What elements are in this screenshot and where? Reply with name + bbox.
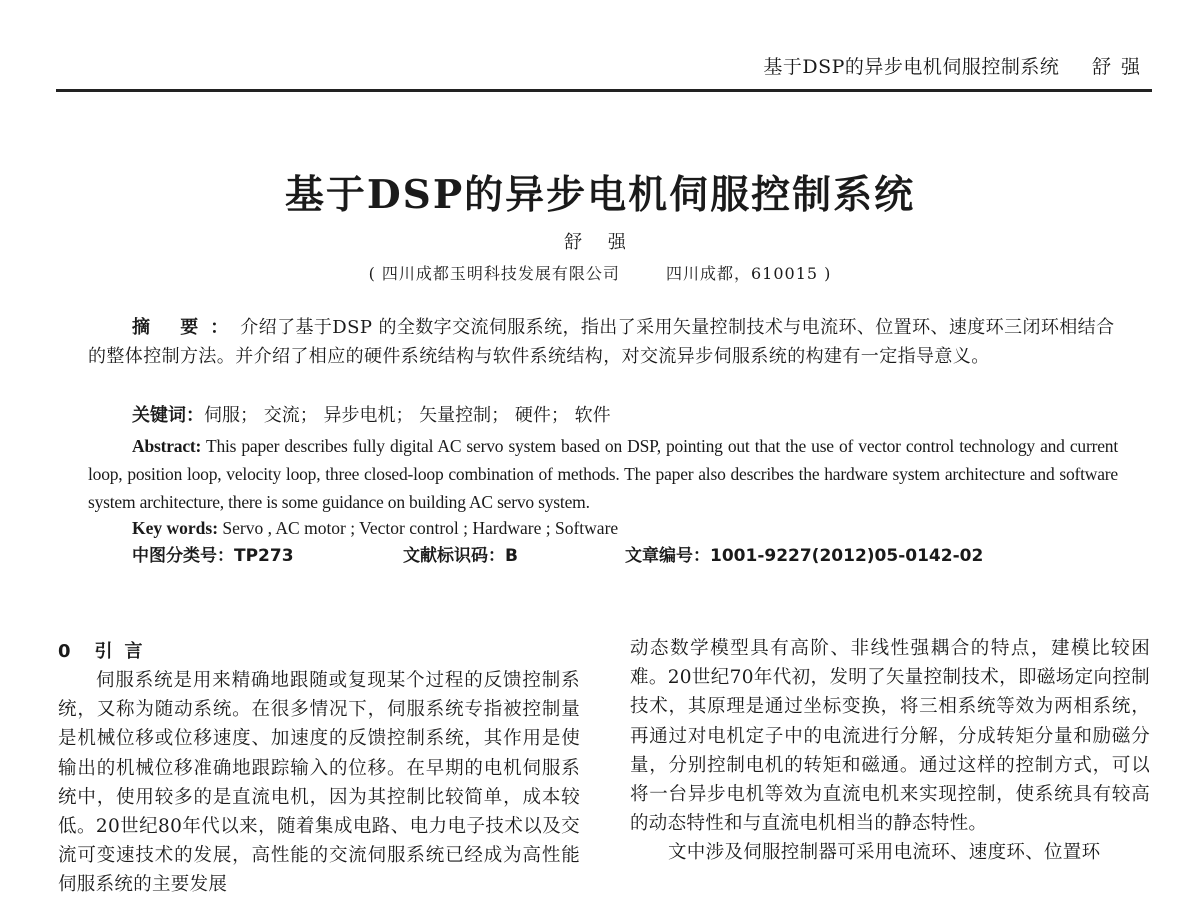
keywords-en <box>132 515 618 541</box>
running-header-title: 基于DSP的异步电机伺服控制系统 <box>763 56 1060 78</box>
keywords-cn <box>132 403 611 429</box>
keywords-en-text: Servo , AC motor ; Vector control ; Hardware ; Software <box>222 518 619 538</box>
abstract-cn <box>88 313 1118 371</box>
article-number: 文章编号：1001-9227(2012)05-0142-02 <box>625 546 984 566</box>
section-heading <box>58 637 155 663</box>
keywords-en-label: Key words: <box>132 518 219 538</box>
document-code: 文献标识码：B <box>403 546 518 566</box>
header-rule <box>56 89 1152 92</box>
keywords-cn-text: 伺服； 交流； 异步电机； 矢量控制； 硬件； 软件 <box>204 405 611 426</box>
body-right-paragraph-2: 文中涉及伺服控制器可采用电流环、速度环、位置环 <box>668 842 1101 864</box>
running-header <box>700 52 1150 79</box>
affiliation-org: ( 四川成都玉明科技发展有限公司 <box>368 264 620 283</box>
keywords-cn-label: 关键词： <box>132 405 204 426</box>
abstract-en <box>88 432 1118 516</box>
abstract-en-label: Abstract: <box>132 436 202 456</box>
affiliation-place: 四川成都，610015 ) <box>666 264 832 283</box>
clc-number: 中图分类号：TP273 <box>132 546 294 566</box>
section-number: 0 <box>58 641 71 662</box>
section-name: 引言 <box>94 641 155 662</box>
body-right-column <box>630 634 1150 868</box>
abstract-en-text: This paper describes fully digital AC servo system based on DSP, pointing out that the use of vector control technology and current loop, position loop, velocity loop, three closed-loop combination of methods. The paper also describes the hardware system architecture and software system architecture, there is some guidance on building AC servo system. <box>88 436 1118 512</box>
paper-author: 舒 强 <box>564 232 636 253</box>
running-header-author: 舒强 <box>1091 56 1150 78</box>
paper-title: 基于DSP的异步电机伺服控制系统 <box>284 172 916 218</box>
body-left-column: 伺服系统是用来精确地跟随或复现某个过程的反馈控制系统，又称为随动系统。在很多情况下，伺服系统专指被控制量是机械位移或位移速度、加速度的反馈控制系统，其作用是使输出的机械位移准确地跟踪输入的位移。在早期的电机伺服系统中，使用较多的是直流电机，因为其控制比较简单，成本较低。20世纪80年代以来，随着集成电路、电力电子技术以及交流可变速技术的发展，高性能的交流伺服系统已经成为高性能伺服系统的主要发展 <box>58 670 580 896</box>
body-right-paragraph-1: 动态数学模型具有高阶、非线性强耦合的特点，建模比较困难。20世纪70年代初，发明了矢量控制技术，即磁场定向控制技术，其原理是通过坐标变换，将三相系统等效为两相系统，再通过对电机定子中的电流进行分解，分成转矩分量和励磁分量，分别控制电机的转矩和磁通。通过这样的控制方式，可以将一台异步电机等效为直流电机来实现控制，使系统具有较高的动态特性和与直流电机相当的静态特性。 <box>630 638 1150 835</box>
abstract-cn-label: 摘 要： <box>132 317 241 338</box>
abstract-cn-text: 介绍了基于DSP 的全数字交流伺服系统，指出了采用矢量控制技术与电流环、位置环、速度环三闭环相结合的整体控制方法。并介绍了相应的硬件系统结构与软件系统结构，对交流异步伺服系统的构建有一定指导意义。 <box>88 317 1115 367</box>
affiliation <box>0 261 1200 284</box>
